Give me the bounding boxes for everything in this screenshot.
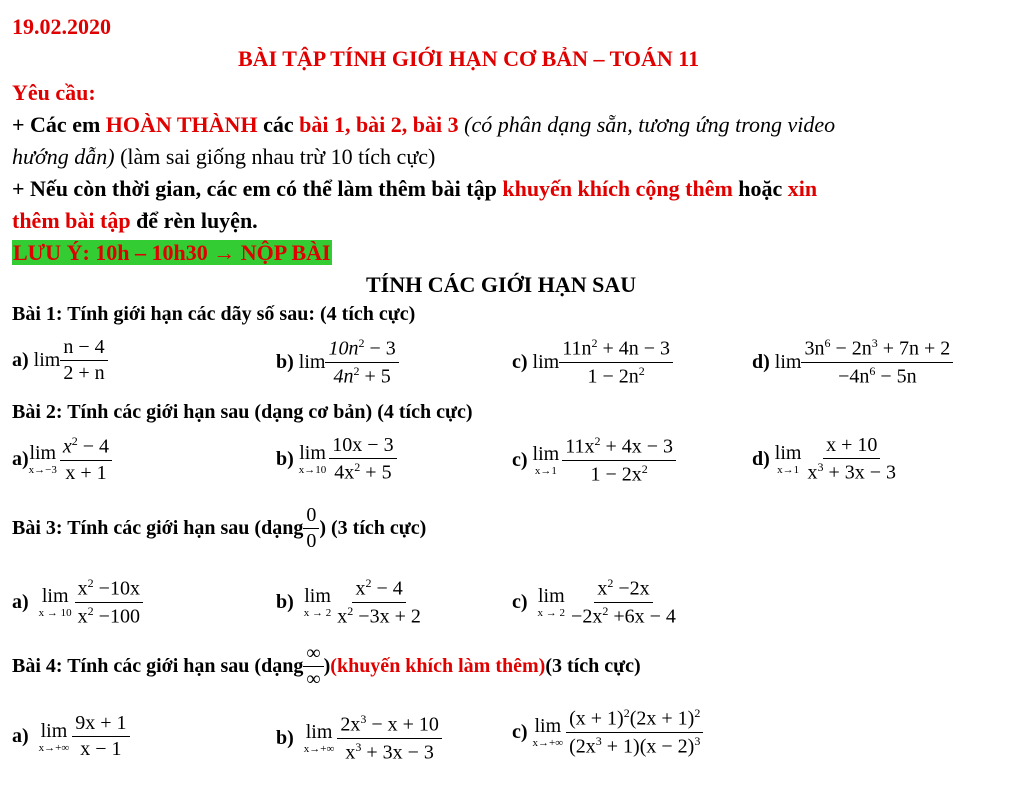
item-label: c) bbox=[512, 720, 528, 743]
heading-text: Bài 3: Tính các giới hạn sau (dạng bbox=[12, 517, 304, 539]
item-label: d) bbox=[752, 447, 770, 470]
lim-operator: lim x→10 bbox=[298, 442, 327, 477]
page-title: BÀI TẬP TÍNH GIỚI HẠN CƠ BẢN – TOÁN 11 bbox=[238, 46, 700, 71]
bai1-heading: Bài 1: Tính giới hạn các dãy số sau: (4 tích cực) bbox=[12, 303, 416, 325]
bai4-item-b bbox=[276, 712, 442, 764]
highlight-text: khuyến khích cộng thêm bbox=[502, 176, 733, 201]
denominator: $x^3 + 3x - 3$ bbox=[807, 460, 897, 484]
item-label: a) bbox=[12, 447, 29, 470]
bai1-item-c bbox=[512, 336, 673, 388]
bai2-item-d bbox=[752, 434, 899, 485]
denominator: $-2x^2 +6x - 4$ bbox=[571, 603, 676, 628]
lim-operator: lim x → 10 bbox=[38, 585, 72, 620]
request-label: Yêu cầu: bbox=[12, 80, 96, 105]
highlight-text: HOÀN THÀNH bbox=[105, 112, 258, 137]
lim-symbol: lim bbox=[33, 349, 61, 371]
denominator: $4x^2 + 5$ bbox=[334, 460, 392, 484]
bai3-item-b bbox=[276, 576, 424, 628]
highlight-text: thêm bài tập bbox=[12, 208, 131, 233]
lim-symbol: lim bbox=[298, 350, 326, 373]
numerator: $x^2 - 4$ bbox=[352, 576, 405, 603]
denominator: $-4n^6 - 5n$ bbox=[838, 363, 917, 388]
item-label: b) bbox=[276, 726, 294, 749]
numerator: ∞ bbox=[303, 642, 323, 667]
lim-operator: lim x→+∞ bbox=[38, 719, 70, 754]
item-label: b) bbox=[276, 590, 294, 613]
highlight-text: bài 1, bài 2, bài 3 bbox=[299, 112, 459, 137]
instruction-line-2 bbox=[12, 176, 817, 202]
denominator: $1 - 2n^2$ bbox=[587, 363, 645, 388]
bai3-item-c bbox=[512, 576, 679, 628]
denominator: $1 - 2x^2$ bbox=[590, 461, 648, 486]
item-label: c) bbox=[512, 448, 528, 471]
bai1-item-b bbox=[276, 336, 399, 388]
numerator: $2x^3 - x + 10$ bbox=[337, 712, 442, 739]
item-label: b) bbox=[276, 447, 294, 470]
heading-highlight: (khuyến khích làm thêm) bbox=[330, 655, 546, 677]
lim-operator: lim x→−3 bbox=[28, 442, 57, 477]
date: 19.02.2020 bbox=[12, 14, 111, 39]
numerator: n − 4 bbox=[60, 336, 107, 361]
section-title: TÍNH CÁC GIỚI HẠN SAU bbox=[366, 272, 637, 297]
text: các bbox=[257, 112, 300, 137]
denominator: $(2x^3 + 1)(x - 2)^3$ bbox=[569, 733, 701, 758]
item-label: d) bbox=[752, 350, 770, 373]
denominator: x + 1 bbox=[65, 461, 107, 484]
lim-operator: lim x→1 bbox=[532, 443, 560, 478]
denominator: 2 + n bbox=[63, 362, 105, 384]
heading-text: ) (3 tích cực) bbox=[319, 517, 427, 539]
denominator: $x^3 + 3x - 3$ bbox=[345, 739, 434, 764]
numerator: $11x^2 + 4x - 3$ bbox=[562, 434, 676, 461]
item-label: c) bbox=[512, 350, 528, 373]
instruction-line-1 bbox=[12, 112, 835, 138]
highlight-text: xin bbox=[787, 176, 818, 201]
bai4-heading bbox=[12, 642, 641, 691]
text: (làm sai giống nhau trừ 10 tích cực) bbox=[114, 144, 436, 169]
numerator: 10x − 3 bbox=[329, 434, 396, 459]
numerator: $x^2 -2x$ bbox=[594, 576, 652, 603]
denominator: 0 bbox=[306, 530, 317, 552]
bai2-item-a bbox=[12, 434, 112, 485]
lim-operator: lim x → 2 bbox=[303, 585, 332, 620]
text: hoặc bbox=[732, 176, 788, 201]
lim-operator: lim x→1 bbox=[774, 442, 802, 477]
lim-symbol: lim bbox=[532, 350, 560, 373]
numerator: 9x + 1 bbox=[72, 712, 129, 737]
lim-symbol: lim bbox=[774, 350, 802, 373]
item-label: a) bbox=[12, 725, 29, 747]
text: để rèn luyện. bbox=[130, 208, 258, 233]
bai1-item-d bbox=[752, 336, 953, 388]
bai2-heading: Bài 2: Tính các giới hạn sau (dạng cơ bản) (4 tích cực) bbox=[12, 401, 473, 423]
bai1-item-a bbox=[12, 336, 108, 385]
numerator: $3n^6 - 2n^3 + 7n + 2$ bbox=[801, 336, 953, 363]
numerator: $x^2 -10x$ bbox=[75, 576, 143, 603]
numerator: $10n^2 - 3$ bbox=[325, 336, 398, 363]
numerator: $11n^2 + 4n - 3$ bbox=[559, 336, 673, 363]
denominator: ∞ bbox=[306, 668, 321, 690]
heading-text: (3 tích cực) bbox=[545, 655, 641, 677]
bai2-item-b bbox=[276, 434, 397, 485]
denominator: $4n^2 + 5$ bbox=[333, 363, 391, 388]
instruction-line-1b bbox=[12, 144, 435, 170]
text: + Các em bbox=[12, 112, 106, 137]
heading-text: Bài 4: Tính các giới hạn sau (dạng bbox=[12, 655, 304, 677]
numerator: 0 bbox=[303, 504, 319, 529]
lim-operator: lim x→+∞ bbox=[532, 715, 564, 750]
bai4-item-c bbox=[512, 706, 703, 758]
text: + Nếu còn thời gian, các em có thể làm thêm bài tập bbox=[12, 176, 503, 201]
bai2-item-c bbox=[512, 434, 676, 486]
numerator: x + 10 bbox=[823, 434, 880, 459]
bai4-item-a bbox=[12, 712, 130, 761]
bai3-item-a bbox=[12, 576, 143, 628]
lim-operator: lim x → 2 bbox=[537, 585, 566, 620]
denominator: $x^2 -3x + 2$ bbox=[337, 603, 421, 628]
denominator: $x^2 -100$ bbox=[77, 603, 140, 628]
deadline-note bbox=[12, 240, 332, 266]
heading-text: ) bbox=[323, 655, 331, 677]
item-label: b) bbox=[276, 350, 294, 373]
instruction-line-2b bbox=[12, 208, 258, 234]
item-label: c) bbox=[512, 590, 528, 613]
denominator: x − 1 bbox=[80, 738, 122, 760]
numerator: $x^2 - 4$ bbox=[60, 434, 112, 461]
bai3-heading bbox=[12, 504, 426, 553]
lim-operator: lim x→+∞ bbox=[303, 721, 335, 756]
deadline-text: LƯU Ý: 10h – 10h30 → NỘP BÀI bbox=[13, 240, 331, 265]
text: (có phân dạng sẵn, tương ứng trong video bbox=[458, 112, 836, 137]
item-label: a) bbox=[12, 590, 29, 613]
text: hướng dẫn) bbox=[12, 144, 115, 169]
item-label: a) bbox=[12, 349, 29, 371]
numerator: $(x + 1)^2(2x + 1)^2$ bbox=[566, 706, 703, 733]
